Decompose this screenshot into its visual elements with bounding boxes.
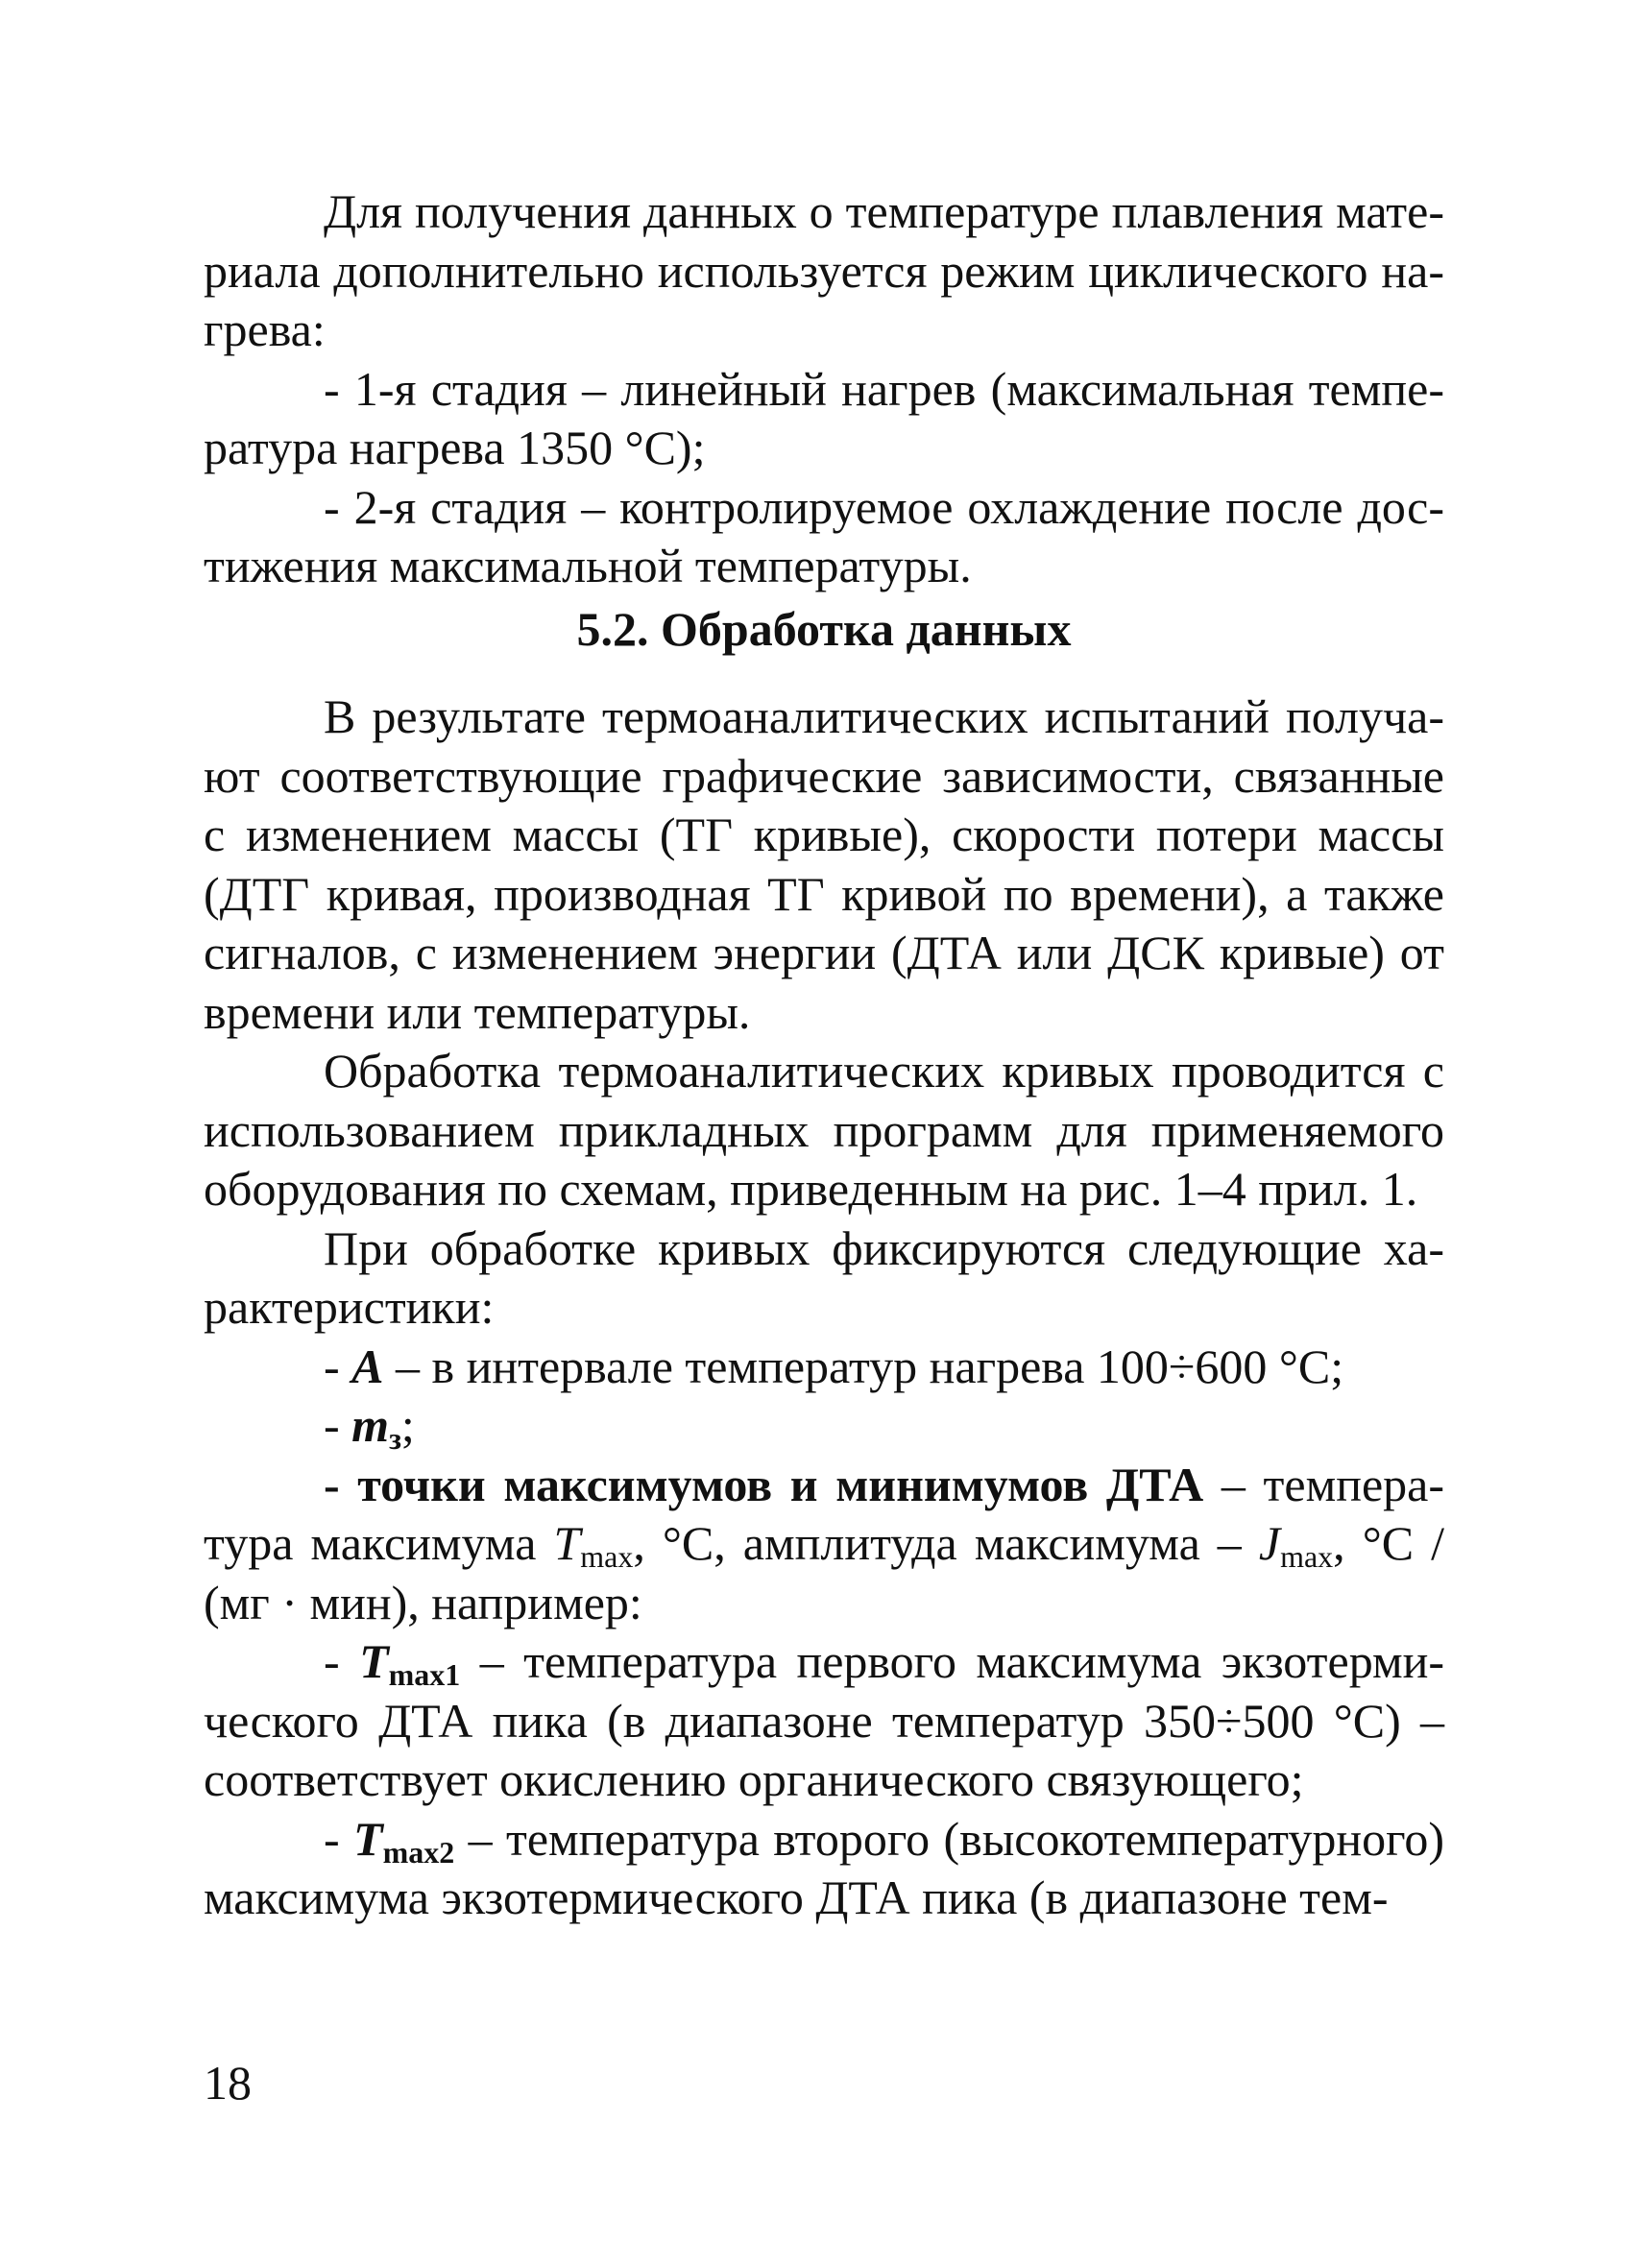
- symbol-tmax1: T: [359, 1634, 389, 1688]
- symbol-tmax2-subscript: max2: [382, 1834, 455, 1870]
- list-item-text: – температура максимума: [204, 1457, 1445, 1570]
- paragraph-melting-point: Для получения данных о температуре плавления материала дополнительно используется режим циклического нагрева:: [204, 184, 1444, 356]
- symbol-j-subscript: max: [1280, 1539, 1334, 1574]
- list-item-text: , °С / (мг · мин), например:: [204, 1516, 1444, 1629]
- list-item-text: , °С, амплитуда максимума –: [633, 1516, 1259, 1570]
- list-item-text: – температура первого максимума экзотермического ДТА пика (в диапазоне температур 350÷500 °С) – соответствует окислению органического связующего;: [204, 1634, 1444, 1806]
- page-number: 18: [204, 2056, 252, 2110]
- list-item-dta-points: [204, 1456, 1444, 1633]
- list-item-tmax2: [204, 1810, 1444, 1928]
- list-dash: -: [324, 1634, 360, 1688]
- list-item-text: – температура второго (высокотемпературного) максимума экзотермического ДТА пика (в диапазоне тем-: [204, 1811, 1444, 1924]
- paragraph-characteristics: При обработке кривых фиксируются следующие характеристики:: [204, 1220, 1444, 1334]
- paragraph-results: В результате термоаналитических испытаний получают соответствующие графические зависимости, связанные с изменением массы (ТГ кривые), скорости потери массы (ДТГ кривая, производная ТГ кривой по времени), а также сигналов, с изменением энергии (ДТА или ДСК кривые) от времени или температуры.: [204, 689, 1444, 1039]
- symbol-tmax2: T: [353, 1811, 383, 1866]
- list-item-m: [204, 1396, 1444, 1456]
- paragraph-processing: Обработка термоаналитических кривых проводится с использованием прикладных программ для применяемого оборудования по схемам, приведенным на рис. 1–4 прил. 1.: [204, 1044, 1444, 1216]
- symbol-t-subscript: max: [580, 1539, 634, 1574]
- dta-points-label: - точки максимумов и минимумов ДТА: [324, 1457, 1204, 1511]
- list-item-text: ;: [400, 1398, 415, 1452]
- list-dash: -: [324, 1398, 352, 1452]
- list-dash: -: [324, 1339, 352, 1393]
- symbol-t: T: [553, 1516, 581, 1570]
- list-item-tmax1: [204, 1632, 1444, 1810]
- symbol-m-subscript: з: [389, 1421, 401, 1456]
- symbol-tmax1-subscript: max1: [388, 1657, 461, 1692]
- paragraph-stage-1: - 1-я стадия – линейный нагрев (максимальная температура нагрева 1350 °С);: [204, 361, 1444, 474]
- list-item-text: – в интервале температур нагрева 100÷600 °С;: [383, 1339, 1344, 1393]
- symbol-a: A: [351, 1339, 384, 1393]
- symbol-m: m: [351, 1398, 390, 1452]
- paragraph-stage-2: - 2-я стадия – контролируемое охлаждение после достижения максимальной температуры.: [204, 479, 1444, 592]
- section-heading: 5.2. Обработка данных: [576, 601, 1072, 656]
- list-dash: -: [324, 1811, 354, 1866]
- list-item-a: [204, 1338, 1444, 1397]
- symbol-j: J: [1258, 1516, 1281, 1570]
- page-body: [204, 182, 1444, 1928]
